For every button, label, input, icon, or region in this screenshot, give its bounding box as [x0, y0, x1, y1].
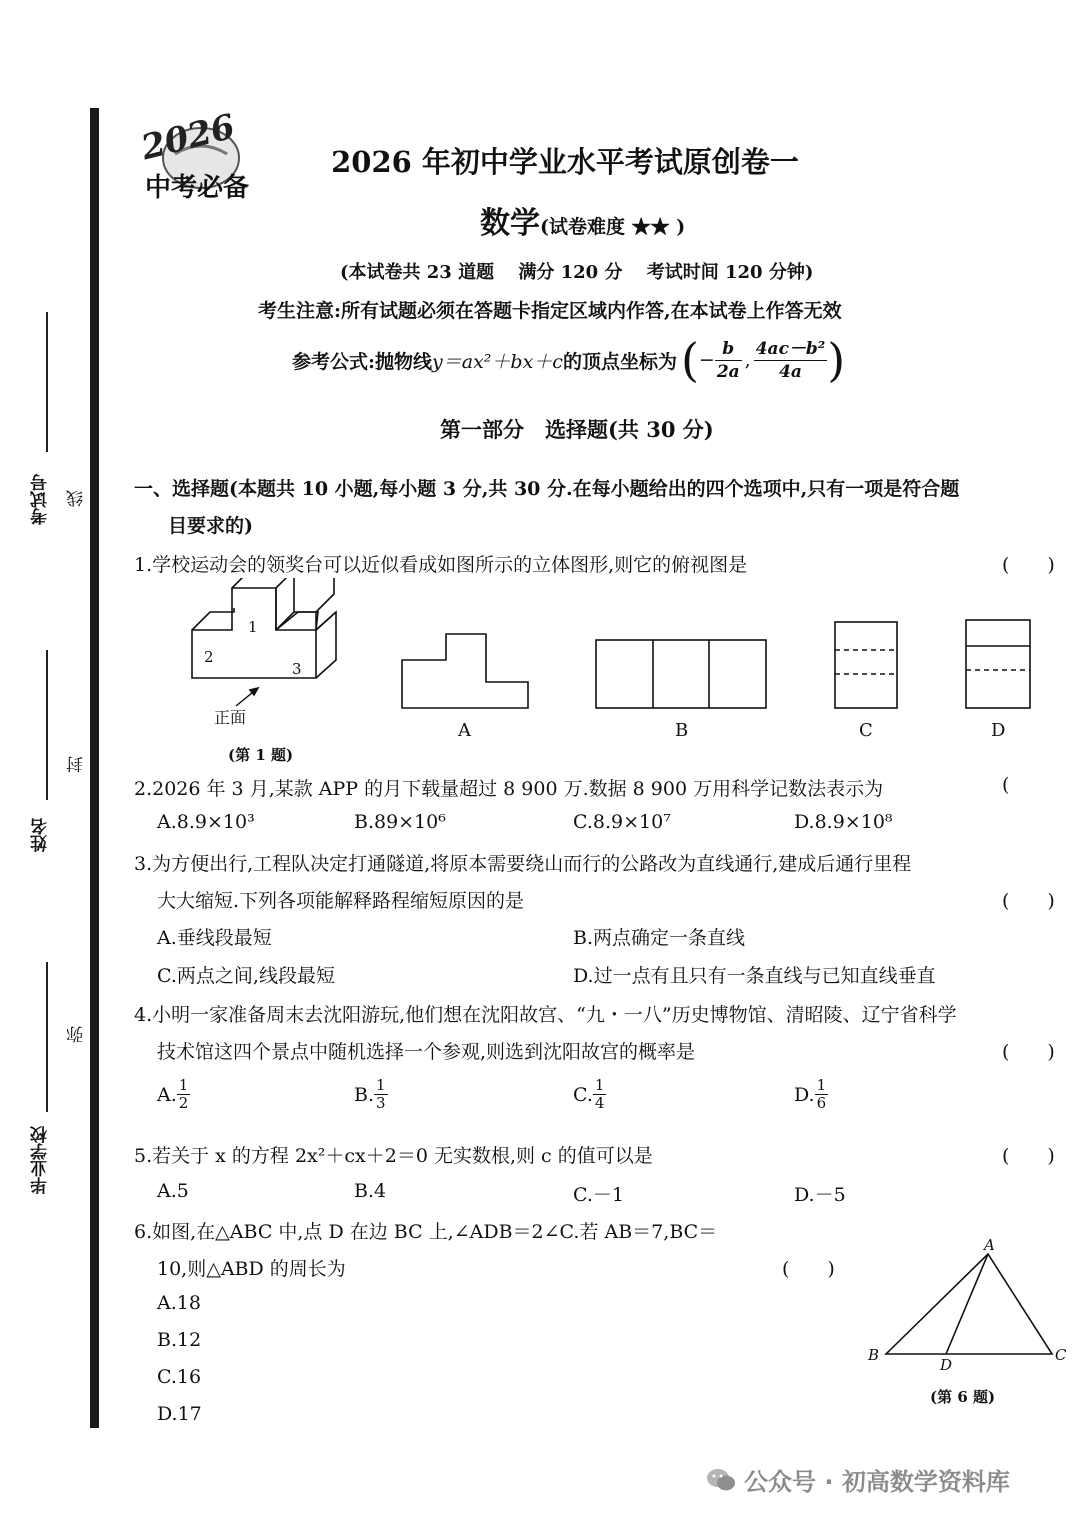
subject-line: [480, 198, 685, 242]
q2-text: 2.2026 年 3 月,某款 APP 的月下载量超过 8 900 万.数据 8 900 万用科学记数法表示为: [134, 778, 884, 800]
segment-ad: [946, 1254, 988, 1354]
exam-no-underline: [46, 312, 48, 452]
point-d: D: [940, 1356, 953, 1374]
option-d-label: D: [991, 720, 1006, 741]
seal-mark: 封: [67, 756, 87, 773]
q5-option-d: D.－5: [794, 1184, 846, 1206]
q6-option-d: D.17: [157, 1403, 202, 1425]
q6-text-2: 10,则△ABD 的周长为: [157, 1258, 346, 1280]
school-label: 毕业学校: [31, 1126, 51, 1194]
q3-option-d: D.过一点有且只有一条直线与已知直线垂直: [573, 965, 936, 987]
logo-text: 中考必备: [145, 173, 250, 203]
q4-option-b: B. $\frac{1}{3}$: [354, 1076, 386, 1112]
watermark: 公众号 · 初高数学资料库: [706, 1462, 1010, 1497]
q2-answer-paren: (: [1002, 774, 1010, 796]
exam-no-label: 考试号: [31, 474, 51, 525]
q5-answer-paren: ( ): [1002, 1145, 1055, 1167]
logo-year: 2026: [137, 108, 239, 169]
exam-info: (本试卷共 23 道题 满分 120 分 考试时间 120 分钟): [340, 262, 814, 283]
q5-option-c: C.－1: [573, 1184, 624, 1206]
option-d-figure: [966, 620, 1030, 708]
q3-answer-paren: ( ): [1002, 890, 1055, 912]
line-mark: 线: [67, 490, 87, 507]
step-label-1: 1: [248, 618, 258, 636]
vertex-c: C: [1055, 1346, 1067, 1364]
q6-answer-paren: ( ): [782, 1258, 835, 1280]
q2-option-c: C.8.9×10⁷: [573, 811, 671, 833]
q5-option-a: A.5: [157, 1180, 189, 1202]
q3-option-a: A.垂线段最短: [157, 927, 272, 949]
front-label: 正面: [214, 708, 247, 727]
q6-text-1: 6.如图,在△ABC 中,点 D 在边 BC 上,∠ADB＝2∠C.若 AB＝7,BC＝: [134, 1221, 718, 1243]
option-b-label: B: [675, 720, 689, 741]
q6-option-b: B.12: [157, 1329, 202, 1351]
q3-text-2: 大大缩短.下列各项能解释路程缩短原因的是: [157, 890, 525, 912]
name-label: 姓名: [31, 818, 51, 852]
q3-text-1: 3.为方便出行,工程队决定打通隧道,将原本需要绕山而行的公路改为直线通行,建成后通行里程: [134, 853, 912, 875]
q5-option-b: B.4: [354, 1180, 387, 1202]
exam-title: 2026 年初中学业水平考试原创卷一: [331, 145, 799, 179]
q4-option-d: D. $\frac{1}{6}$: [794, 1076, 827, 1112]
option-c-label: C: [859, 720, 873, 741]
name-underline: [46, 650, 48, 800]
vertex-b: B: [868, 1346, 880, 1364]
option-c-figure: [835, 622, 897, 708]
q4-option-c: C. $\frac{1}{4}$: [573, 1076, 605, 1112]
q4-option-a: A. $\frac{1}{2}$: [157, 1076, 189, 1112]
subject-title: 数学: [480, 206, 540, 241]
q1-answer-paren: ( ): [1002, 554, 1055, 576]
q6-caption: (第 6 题): [930, 1388, 996, 1406]
parabola-equation: y＝ax²＋bx＋c: [432, 350, 563, 373]
school-underline: [46, 962, 48, 1112]
q6-option-c: C.16: [157, 1366, 202, 1388]
section-instructions-1: 一、选择题(本题共 10 小题,每小题 3 分,共 30 分.在每小题给出的四个选项中,只有一项是符合题: [134, 478, 960, 500]
podium-3d: [192, 578, 336, 678]
option-a-label: A: [458, 720, 471, 741]
step-label-3: 3: [292, 660, 302, 678]
option-a-figure: [402, 634, 528, 708]
binding-bar: [90, 108, 99, 1428]
q1-caption: (第 1 题): [228, 746, 294, 764]
q2-option-d: D.8.9×10⁸: [794, 811, 893, 833]
option-b-figure: [596, 640, 766, 708]
triangle-abc: [886, 1254, 1052, 1354]
section-instructions-2: 目要求的): [168, 515, 253, 537]
q3-option-b: B.两点确定一条直线: [573, 927, 746, 949]
step-label-2: 2: [204, 648, 214, 666]
q1-figure: [180, 578, 1080, 768]
q1-text: 1.学校运动会的领奖台可以近似看成如图所示的立体图形,则它的俯视图是: [134, 554, 748, 576]
difficulty: (试卷难度 ★★ ): [540, 216, 686, 238]
q6-triangle-figure: [862, 1232, 1080, 1412]
q3-option-c: C.两点之间,线段最短: [157, 965, 335, 987]
wechat-icon: [706, 1467, 736, 1493]
q2-option-b: B.89×10⁶: [354, 811, 446, 833]
reference-formula: 参考公式:抛物线 y＝ax²＋bx＋c 的顶点坐标为 ( − $\frac{b}{2a}$ , $\frac{\text{4ac－b²}}{4a}$ ): [292, 333, 846, 387]
q5-text: 5.若关于 x 的方程 2x²＋cx＋2＝0 无实数根,则 c 的值可以是: [134, 1145, 653, 1167]
q4-answer-paren: ( ): [1002, 1041, 1055, 1063]
part1-title: 第一部分 选择题(共 30 分): [440, 417, 714, 442]
q4-text-2: 技术馆这四个景点中随机选择一个参观,则选到沈阳故宫的概率是: [157, 1041, 696, 1063]
q6-option-a: A.18: [157, 1292, 201, 1314]
vertex-a: A: [984, 1236, 995, 1254]
notice: 考生注意:所有试题必须在答题卡指定区域内作答,在本试卷上作答无效: [258, 300, 842, 322]
mi-mark: 弥: [67, 1026, 87, 1043]
q2-option-a: A.8.9×10³: [157, 811, 255, 833]
q4-text-1: 4.小明一家准备周末去沈阳游玩,他们想在沈阳故宫、“九・一八”历史博物馆、清昭陵、辽宁省科学: [134, 1004, 957, 1026]
